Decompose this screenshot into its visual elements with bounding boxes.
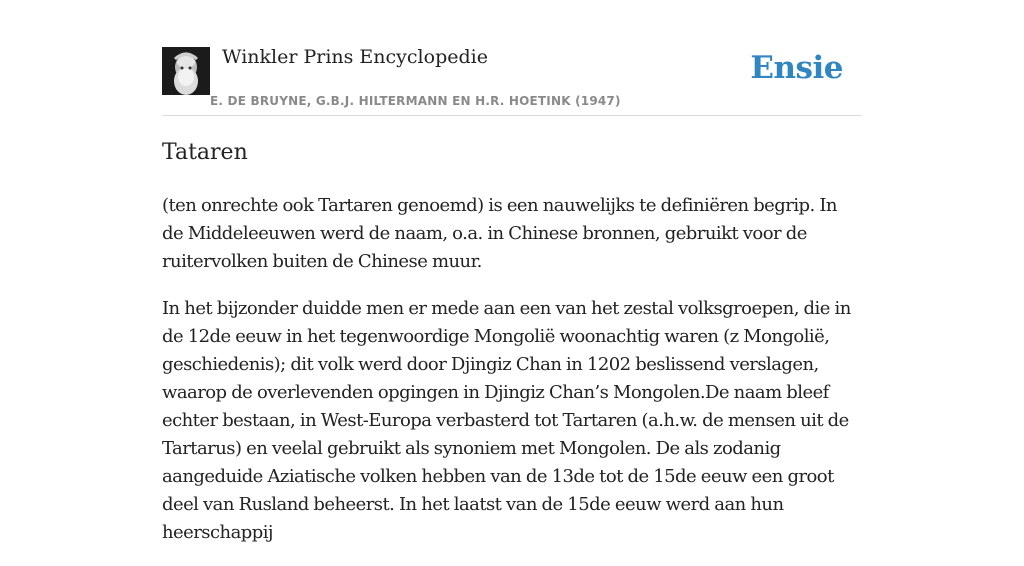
header <box>162 0 862 116</box>
page <box>162 0 862 543</box>
article-paragraph: In het bijzonder duidde men er mede aan een van het zestal volksgroepen, die in de 12de eeuw in het tegenwoordige Mongolië woonachtig waren (z Mongolië, geschiedenis); dit volk werd door Djingiz Chan in 1202 beslissend verslagen, waarop de overlevenden opgingen in Djingiz Chan’s Mongolen.De naam bleef echter bestaan, in West-Europa verbasterd tot Tartaren (a.h.w. de mensen uit de Tartarus) en veelal gebruikt als synoniem met Mongolen. De als zodanig aangeduide Aziatische volken hebben van de 13de tot de 15de eeuw een groot deel van Rusland beheerst. In het laatst van de 15de eeuw werd aan hun heerschappij <box>162 298 851 543</box>
article-paragraph: (ten onrechte ook Tartaren genoemd) is een nauwelijks te definiëren begrip. In de Middeleeuwen werd de naam, o.a. in Chinese bronnen, gebruikt voor de ruitervolken buiten de Chinese muur. <box>162 195 837 272</box>
article-body <box>162 192 862 566</box>
site-title[interactable]: Winkler Prins Encyclopedie <box>222 46 488 68</box>
author-avatar <box>162 47 210 95</box>
brand-logo[interactable]: Ensie <box>750 50 843 86</box>
authors-credit: E. DE BRUYNE, G.B.J. HILTERMANN EN H.R. HOETINK (1947) <box>210 94 621 108</box>
article-title: Tataren <box>162 140 248 165</box>
